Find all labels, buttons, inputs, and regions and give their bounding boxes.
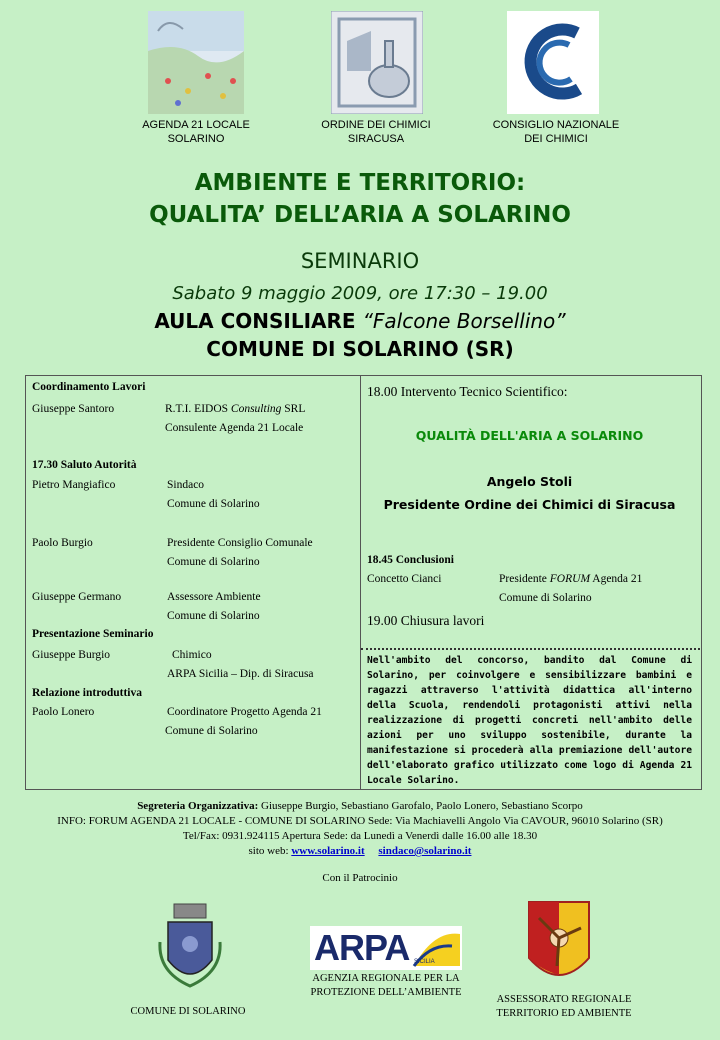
tel-line: Tel/Fax: 0931.924115 Apertura Sede: da Lunedì a Venerdì dalle 16.00 alle 18.30: [182, 830, 538, 842]
speaker-name: Concetto Cianci: [367, 573, 442, 585]
cnc-logo: [507, 11, 599, 114]
speaker-role: Assessore Ambiente: [167, 591, 261, 603]
regione-caption: ASSESSORATO REGIONALE TERRITORIO ED AMBIENTE: [496, 994, 632, 1019]
web-line: sito web: www.solarino.it sindaco@solarino.it: [248, 845, 472, 857]
arpa-wordmark: ARPA: [314, 927, 410, 968]
program-divider: [360, 375, 361, 789]
website-link[interactable]: www.solarino.it: [291, 845, 365, 857]
arpa-caption: AGENZIA REGIONALE PER LA PROTEZIONE DELL’AMBIENTE: [310, 973, 462, 998]
speaker-name: Paolo Lonero: [32, 706, 95, 718]
coord-heading: Coordinamento Lavori: [32, 381, 146, 393]
coord-role: R.T.I. EIDOS Consulting SRL: [165, 403, 306, 415]
comune-caption: COMUNE DI SOLARINO: [130, 1006, 246, 1017]
title-line2: QUALITA’ DELL’ARIA A SOLARINO: [149, 202, 571, 228]
arpa-logo: [310, 926, 462, 970]
segreteria-line: Segreteria Organizzativa: Giuseppe Burgio, Sebastiano Garofalo, Paolo Lonero, Sebastiano Scorpo: [137, 800, 583, 812]
speaker-org: ARPA Sicilia – Dip. di Siracusa: [167, 668, 314, 680]
topic-title: QUALITÀ DELL'ARIA A SOLARINO: [415, 428, 644, 443]
event-date: Sabato 9 maggio 2009, ore 17:30 – 19.00: [172, 283, 548, 304]
agenda21-logo: [148, 11, 244, 114]
chimici-siracusa-logo: [331, 11, 423, 114]
speaker-role: Coordinatore Progetto Agenda 21: [167, 706, 322, 718]
chiusura-heading: 19.00 Chiusura lavori: [367, 613, 485, 628]
award-note: Nell'ambito del concorso, bandito dal Comune di Solarino, per coinvolgere e sensibilizzare bambini e ragazzi attraverso l'attività didattica all'interno della Scuola, rendendoli protagonisti attivi nella realizzazione di progetti concreti nell'ambito delle azioni per uno sviluppo sostenibile, durante la manifestazione si procederà alla premiazione dell'autore dell'elaborato grafico utilizzato come logo di Agenda 21 Locale Solarino.: [367, 655, 692, 786]
speaker-name: Giuseppe Burgio: [32, 649, 111, 661]
speaker-role: Presidente FORUM Agenda 21: [499, 573, 643, 585]
title-line1: AMBIENTE E TERRITORIO:: [194, 170, 526, 196]
speaker-org: Comune di Solarino: [499, 592, 592, 604]
patrocinio-label: Con il Patrocinio: [322, 872, 398, 884]
presentazione-heading: Presentazione Seminario: [32, 628, 154, 640]
speaker-org: Comune di Solarino: [165, 725, 258, 737]
speaker-role: Presidente Consiglio Comunale: [167, 537, 313, 549]
regione-sicilia-icon: [527, 900, 591, 988]
speaker-name: Pietro Mangiafico: [32, 479, 116, 491]
speaker-role: Chimico: [172, 649, 212, 661]
conclusioni-heading: 18.45 Conclusioni: [367, 554, 454, 566]
program-left: [32, 378, 357, 788]
agenda21-caption: AGENDA 21 LOCALE SOLARINO: [142, 119, 250, 145]
seminar-label: SEMINARIO: [300, 249, 420, 273]
speaker-org: Comune di Solarino: [167, 556, 260, 568]
intervento-heading: 18.00 Intervento Tecnico Scientifico:: [367, 384, 568, 399]
venue-town: COMUNE DI SOLARINO (SR): [206, 337, 514, 361]
keynote-role: Presidente Ordine dei Chimici di Siracusa: [383, 497, 676, 512]
email-link[interactable]: sindaco@solarino.it: [378, 845, 472, 857]
note-divider: [361, 648, 700, 650]
comune-crest-icon: [156, 902, 224, 990]
speaker-role: Sindaco: [167, 479, 205, 491]
cnc-caption: CONSIGLIO NAZIONALE DEI CHIMICI: [492, 119, 620, 145]
speaker-name: Paolo Burgio: [32, 537, 93, 549]
venue: AULA CONSILIARE “Falcone Borsellino”: [154, 309, 566, 333]
coord-role2: Consulente Agenda 21 Locale: [165, 422, 304, 434]
keynote-speaker: Angelo Stoli: [486, 474, 573, 489]
speaker-org: Comune di Solarino: [167, 498, 260, 510]
speaker-org: Comune di Solarino: [167, 610, 260, 622]
arpa-sicilia: SICILIA: [414, 959, 435, 965]
info-line: INFO: FORUM AGENDA 21 LOCALE - COMUNE DI SOLARINO Sede: Via Machiavelli Angolo Via CAVOUR, 96010 Solarino (SR): [57, 815, 663, 827]
saluto-heading: 17.30 Saluto Autorità: [32, 459, 137, 471]
coord-name: Giuseppe Santoro: [32, 403, 115, 415]
speaker-name: Giuseppe Germano: [32, 591, 122, 603]
relazione-heading: Relazione introduttiva: [32, 687, 142, 699]
chimici-siracusa-caption: ORDINE DEI CHIMICI SIRACUSA: [321, 119, 431, 145]
